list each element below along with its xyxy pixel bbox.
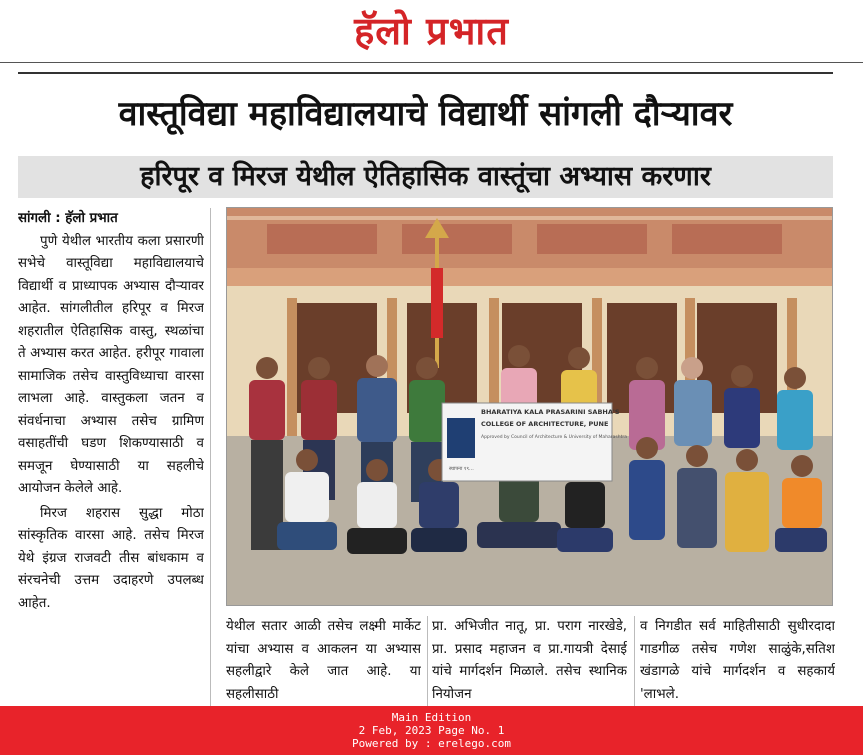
article-paragraph-1: पुणे येथील भारतीय कला प्रसारणी सभेचे वास्तूविद्या महाविद्यालयाचे विद्यार्थी व प्राध्यापक अभ्यास दौऱ्यावर आहेत. सांगलीतील हरिपूर व मिरज शहरातील ऐतिहासिक वास्तु, स्थळांचा ते अभ्यास करत आहेत. हरीपूर गावाला सामाजिक तसेच वास्तुविध्याचा वारसा लाभला आहे. वास्तुकला जतन व संवर्धनाचा अभ्यास तसेच ग्रामिण वसाहतींची घडण शिकण्यासाठी व समजून घेण्यासाठी या सहलीचे आयोजन केलेले आहे. (18, 233, 204, 496)
group-photo (226, 207, 833, 606)
footer-edition: Main Edition (391, 711, 472, 724)
masthead-logo: हॅलो प्रभात (354, 8, 509, 53)
article-left-column (18, 208, 204, 704)
column-divider (210, 208, 211, 708)
banner-text-4: स्थापना १९... (449, 466, 474, 472)
masthead (0, 0, 863, 62)
column-divider (634, 616, 635, 706)
banner-text-3: Approved by Council of Architecture & University of Maharashtra (481, 435, 627, 440)
column-divider (427, 616, 428, 706)
footer-date-page: 2 Feb, 2023 Page No. 1 (358, 724, 505, 737)
article-paragraph-2: मिरज शहरास सुद्धा मोठा सांस्कृतिक वारसा आहे. तसेच मिरज येथे इंग्रज राजवटी तीस बांधकाम व संरचनेची उत्तम उदाहरणे उपलब्ध आहेत. (18, 505, 204, 611)
article-column-3: प्रा. अभिजीत नातू, प्रा. पराग नारखेडे, प्रा. प्रसाद महाजन व प्रा.गायत्री देसाई यांचे मार्गदर्शन मिळाले. तसेच स्थानिक नियोजन (432, 619, 627, 702)
banner-text-1: BHARATIYA KALA PRASARINI SABHA'S (481, 408, 620, 416)
headline-rule (18, 72, 833, 74)
headline: वास्तूविद्या महाविद्यालयाचे विद्यार्थी सांगली दौऱ्यावर (118, 94, 733, 134)
group-photo-illustration (227, 208, 833, 606)
subheadline: हरिपूर व मिरज येथील ऐतिहासिक वास्तूंचा अभ्यास करणार (140, 161, 711, 192)
masthead-rule (0, 62, 863, 63)
article-column-2: येथील सतार आळी तसेच लक्ष्मी मार्केट यांचा अभ्यास व आकलन या अभ्यास सहलीद्वारे केले जात आहे. या सहलीसाठी (226, 619, 421, 702)
article-column-4: व निगडीत सर्व माहितीसाठी सुधीरदादा गाडगीळ तसेच गणेश साळुंके,सतिश खंडागळे यांचे मार्गदर्शन व सहकार्य 'लाभले. (640, 619, 835, 702)
footer-bar (0, 706, 863, 755)
dateline: सांगली : हॅलो प्रभात (18, 211, 118, 226)
footer-powered-by: Powered by : erelego.com (352, 737, 511, 750)
banner-text-2: COLLEGE OF ARCHITECTURE, PUNE (481, 420, 609, 428)
